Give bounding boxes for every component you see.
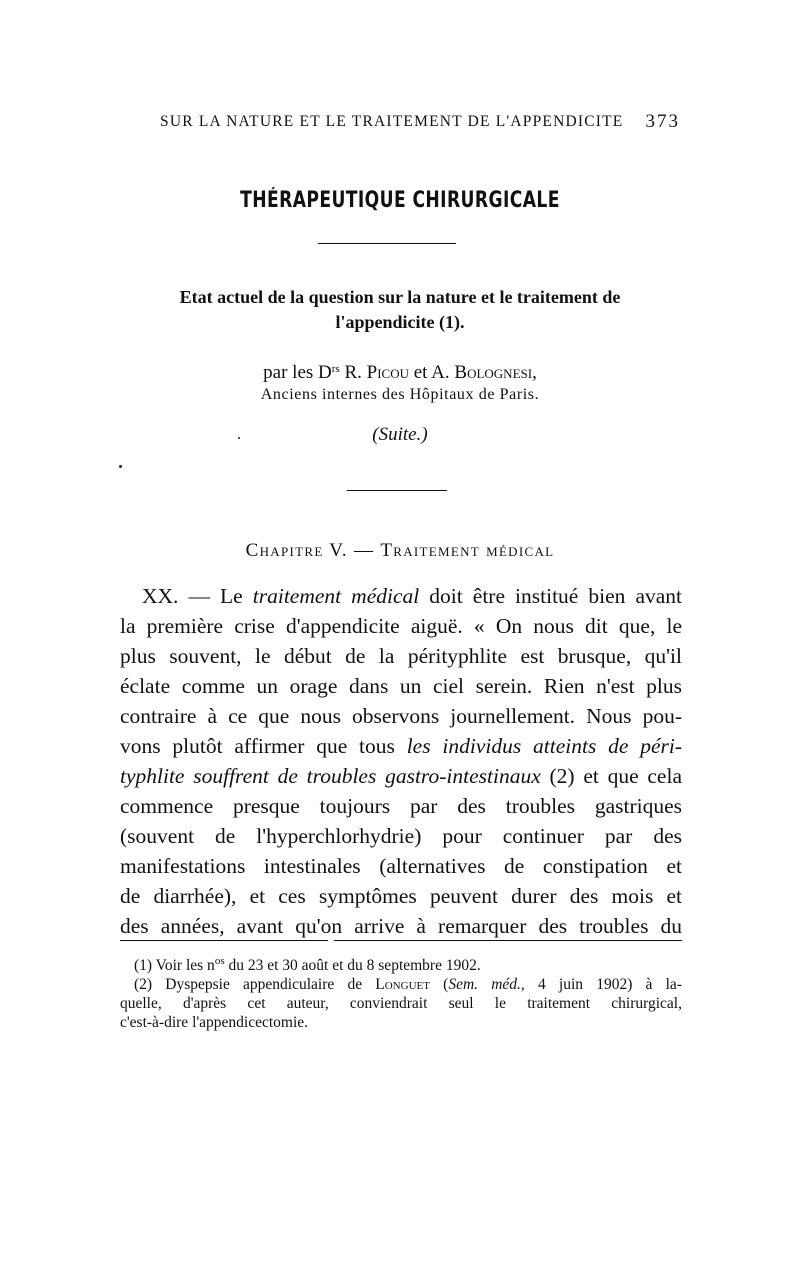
author1-initial: R. (344, 362, 362, 383)
body-line: de diarrhée), et ces symptômes peuvent durer des mois et (120, 884, 682, 908)
body-line (120, 731, 682, 761)
running-head-title: SUR LA NATURE ET LE TRAITEMENT DE L'APPENDICITE (160, 113, 624, 130)
section-divider (347, 490, 447, 491)
ink-speck (119, 465, 122, 468)
body-line: des années, avant qu'on arrive à remarquer des troubles du (120, 914, 682, 938)
footnotes (120, 956, 682, 1032)
byline-connector: et (413, 362, 428, 383)
body-line: éclate comme un orage dans un ciel serein. Rien n'est plus (120, 674, 682, 698)
footnote-text-run: du 23 et 30 août et du 8 septembre 1902. (224, 957, 481, 974)
body-line: manifestations intestinales (alternatives de constipation et (120, 854, 682, 878)
chapter-label: Chapitre V. (245, 540, 348, 561)
body-text-run: doit être institué bien avant (419, 584, 683, 608)
byline-prefix-sup: rs (331, 363, 340, 375)
footnote-rule-left (120, 940, 328, 941)
footnote-text-run: , 4 juin 1902) à la- (520, 976, 682, 993)
byline (120, 362, 680, 384)
footnote-sup: os (214, 955, 225, 967)
body-italic-run: typhlite souffrent de troubles gastro-intestinaux (120, 764, 541, 788)
author1-name: Picou (366, 362, 409, 383)
footnote-2-line-1 (120, 975, 682, 994)
continuation-note: (Suite.) (372, 424, 428, 445)
running-head (160, 113, 680, 131)
footnote-2-line-2: quelle, d'après cet auteur, conviendrait seul le traitement chirurgical, (120, 995, 682, 1012)
chapter-title: Traitement médical (380, 540, 555, 561)
section-title: THÉRAPEUTIQUE CHIRURGICALE (240, 188, 560, 213)
author2-initial: A. (431, 362, 450, 383)
article-title-line-1: Etat actuel de la question sur la nature et le traitement de (179, 287, 621, 307)
footnote-journal: Sem. méd. (448, 976, 521, 993)
footnote-1 (120, 956, 682, 975)
body-line: la première crise d'appendicite aiguë. « On nous dit que, le (120, 614, 682, 638)
body-line: commence presque toujours par des troubles gastriques (120, 794, 682, 818)
chapter-dash: — (353, 540, 375, 561)
footnote-text-run: (2) Dyspepsie appendiculaire de (134, 976, 376, 993)
body-line: contraire à ce que nous observons journellement. Nous pou- (120, 704, 682, 728)
footnote-author: Longuet (375, 976, 430, 993)
body-italic-run: les individus atteints de péri- (406, 734, 682, 758)
ink-speck (238, 437, 240, 439)
footnote-rule-right (334, 940, 682, 941)
page-number: 373 (645, 111, 680, 132)
body-text-run: XX. — Le (142, 584, 253, 608)
body-line (120, 581, 682, 611)
byline-prefix: par les D (263, 362, 332, 383)
article-title-line-2: l'appendicite (1). (335, 312, 465, 332)
body-italic-run: traitement médical (252, 584, 420, 608)
footnote-2-line-3: c'est-à-dire l'appendicectomie. (120, 1014, 309, 1031)
footnote-text-run: (1) Voir les n (134, 957, 215, 974)
body-text-run: vons plutôt affirmer que tous (120, 734, 407, 758)
title-divider (318, 243, 456, 244)
body-line (120, 761, 682, 791)
footnote-text-run: ( (429, 976, 449, 993)
author2-name: Bolognesi, (454, 362, 537, 383)
chapter-heading (120, 540, 680, 562)
affiliation: Anciens internes des Hôpitaux de Paris. (260, 386, 540, 403)
body-line: (souvent de l'hyperchlorhydrie) pour continuer par des (120, 824, 682, 848)
body-line: plus souvent, le début de la pérityphlite est brusque, qu'il (120, 644, 682, 668)
body-paragraph (120, 581, 682, 941)
body-text-run: (2) et que cela (540, 764, 682, 788)
